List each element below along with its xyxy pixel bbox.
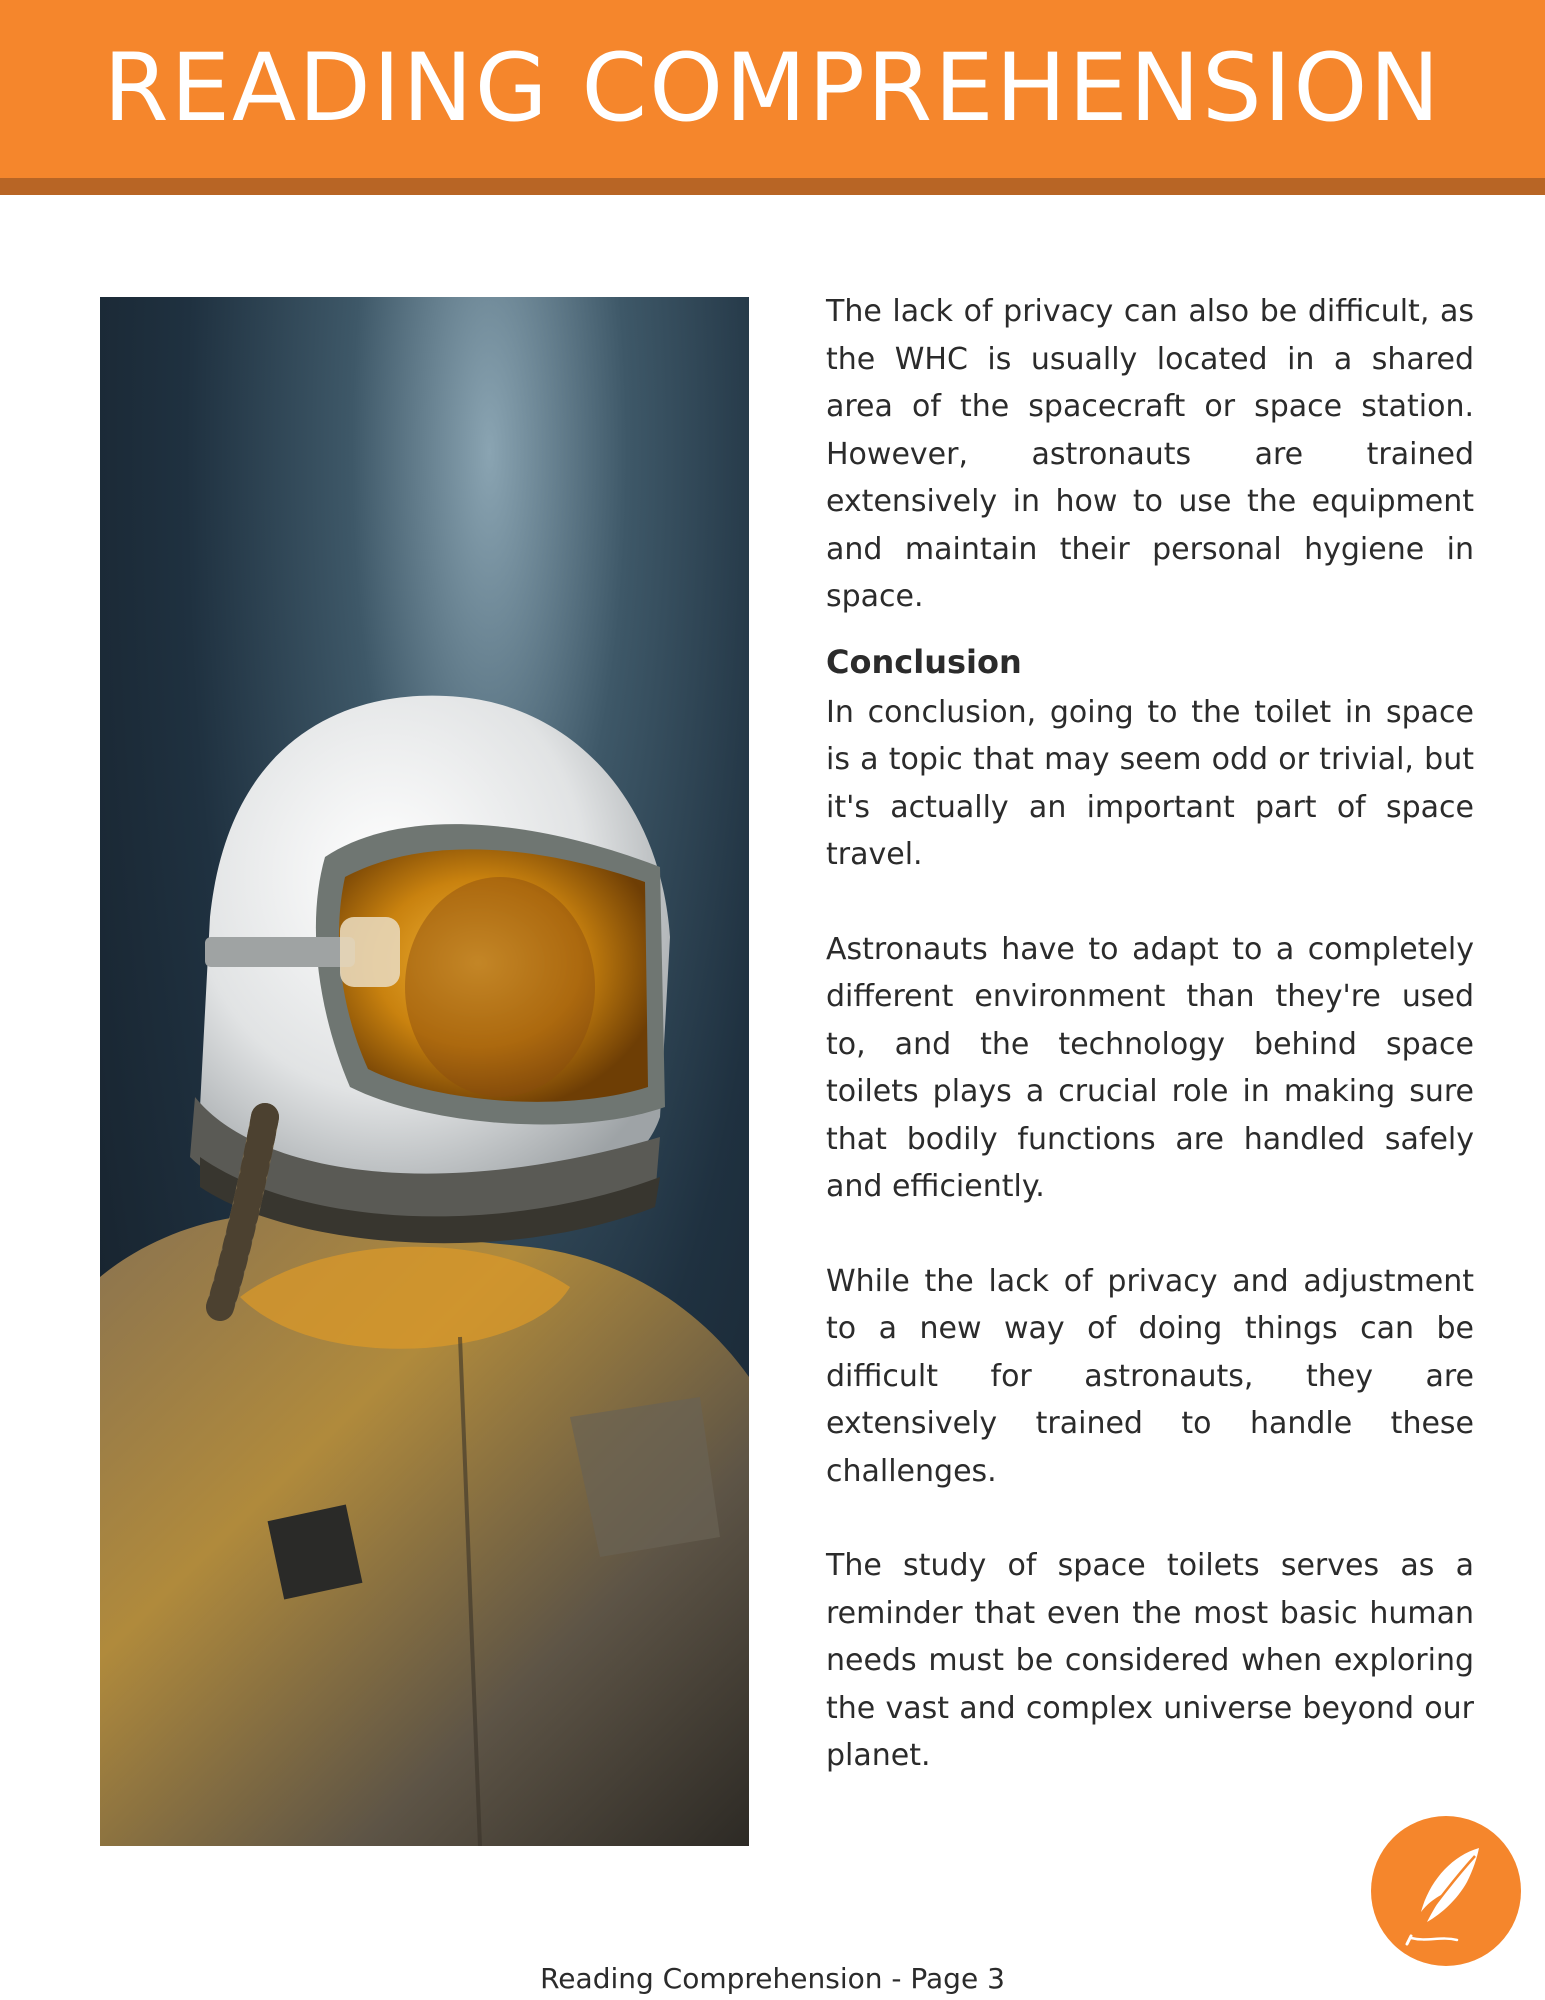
feather-quill-icon [1371,1816,1521,1966]
conclusion-paragraph: In conclusion, going to the toilet in space is a topic that may seem odd or trivial, but it's actually an important part of space travel. [826,694,1474,872]
article-text [826,288,1474,1780]
conclusion-paragraph: The study of space toilets serves as a reminder that even the most basic human needs must be considered when exploring the vast and complex universe beyond our planet. [826,1548,1474,1773]
conclusion-paragraph: While the lack of privacy and adjustment to a new way of doing things can be difficult for astronauts, they are extensively trained to handle these challenges. [826,1263,1474,1489]
conclusion-heading: Conclusion [826,642,1022,681]
page-footer: Reading Comprehension - Page 3 [540,1962,1005,1995]
logo-badge [1371,1816,1521,1966]
header-banner [0,0,1545,195]
page-title: READING COMPREHENSION [103,34,1442,143]
astronaut-helmet-photo [100,297,749,1846]
intro-paragraph: The lack of privacy can also be difficult, as the WHC is usually located in a shared area of the spacecraft or space station. However, astronauts are trained extensively in how to use the equipment and maintain their personal hygiene in space. [826,294,1474,614]
conclusion-paragraph: Astronauts have to adapt to a completely different environment than they're used to, and the technology behind space toilets plays a crucial role in making sure that bodily functions are handled safely and efficiently. [826,931,1474,1204]
astronaut-photo [100,297,749,1846]
